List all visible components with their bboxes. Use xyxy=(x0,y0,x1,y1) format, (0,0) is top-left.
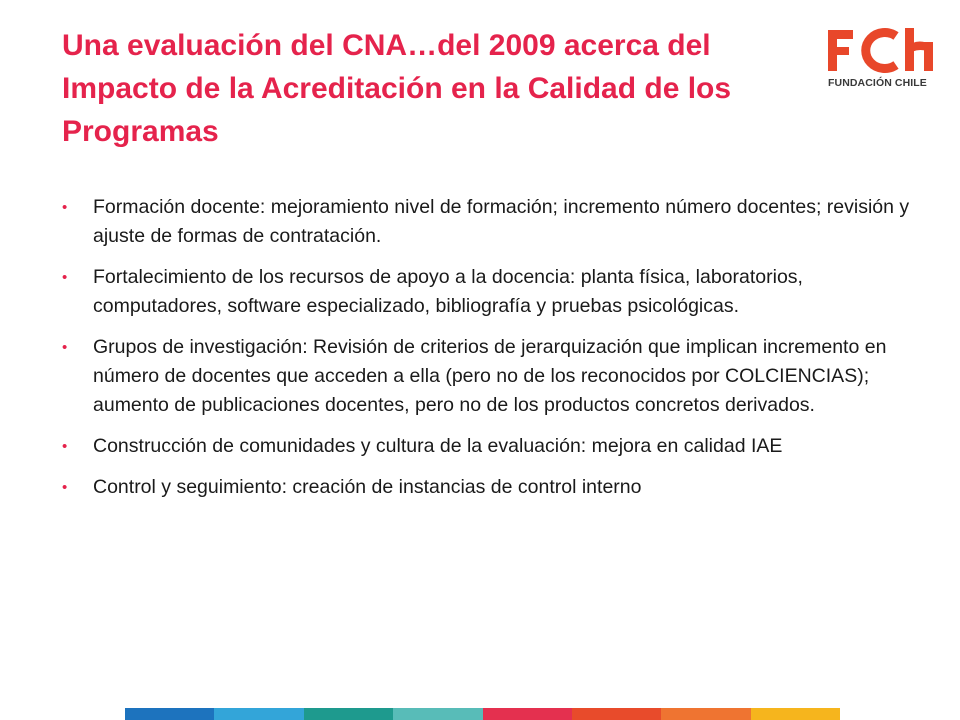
band-segment xyxy=(483,708,572,720)
bullet-text: Formación docente: mejoramiento nivel de formación; incremento número docentes; revisión y ajuste de formas de contratación. xyxy=(93,196,910,247)
band-segment xyxy=(572,708,661,720)
bullet-item xyxy=(62,473,912,502)
bullet-item xyxy=(62,432,912,461)
band-segment xyxy=(125,708,214,720)
bullet-item xyxy=(62,193,912,251)
bullet-item xyxy=(62,263,912,321)
title-line-3: Programas xyxy=(62,115,219,148)
band-segment xyxy=(751,708,840,720)
bullet-dot-icon: • xyxy=(62,339,68,356)
slide-title xyxy=(62,24,802,153)
bullet-dot-icon: • xyxy=(62,438,68,455)
bullet-dot-icon: • xyxy=(62,479,68,496)
bullet-text: Control y seguimiento: creación de instancias de control interno xyxy=(93,476,642,498)
band-segment xyxy=(304,708,393,720)
fch-logo-mark xyxy=(826,26,936,74)
footer-color-band xyxy=(125,708,840,720)
band-segment xyxy=(214,708,303,720)
fundacion-chile-logo xyxy=(826,26,936,92)
bullet-list xyxy=(62,193,912,514)
band-segment xyxy=(661,708,750,720)
bullet-text: Fortalecimiento de los recursos de apoyo a la docencia: planta física, laboratorios, computadores, software especializado, bibliografía y pruebas psicológicas. xyxy=(93,266,803,317)
bullet-item xyxy=(62,333,912,420)
logo-caption: FUNDACIÓN CHILE xyxy=(828,77,927,89)
title-line-2: Impacto de la Acreditación en la Calidad de los xyxy=(62,72,732,105)
bullet-dot-icon: • xyxy=(62,269,68,286)
title-line-1: Una evaluación del CNA…del 2009 acerca del xyxy=(62,29,711,62)
bullet-dot-icon: • xyxy=(62,199,68,216)
bullet-text: Grupos de investigación: Revisión de criterios de jerarquización que implican incremento en número de docentes que acceden a ella (pero no de los reconocidos por COLCIENCIAS); aumento de publicaciones docentes, pero no de los productos concretos derivados. xyxy=(93,336,887,416)
bullet-text: Construcción de comunidades y cultura de la evaluación: mejora en calidad IAE xyxy=(93,435,783,457)
band-segment xyxy=(393,708,482,720)
